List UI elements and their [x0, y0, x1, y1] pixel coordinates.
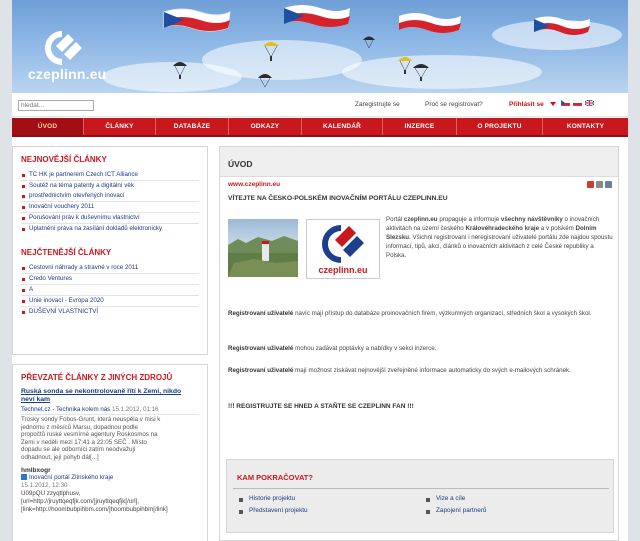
- newest-list: [13, 170, 207, 234]
- list-item[interactable]: DUŠEVNÍ VLASTNICTVÍ: [21, 307, 199, 317]
- bullet-icon: [239, 510, 243, 514]
- print-icon[interactable]: [596, 181, 603, 188]
- register-link[interactable]: Zaregistrujte se: [355, 101, 400, 108]
- chevron-down-icon[interactable]: [550, 102, 556, 106]
- body-line: [url=http://jruyttqeqfjk.com/]jruyttqeqfjk[/url],: [21, 497, 140, 505]
- list-item[interactable]: prostřednictvím otevřených inovací: [21, 191, 199, 202]
- nav-item-databaze[interactable]: DATABÁZE: [156, 118, 229, 135]
- welcome-subtitle: VÍTEJTE NA ČESKO-POLSKÉM INOVAČNÍM PORTÁLU CZEPLINN.EU: [228, 195, 448, 202]
- external-articles: [12, 364, 208, 541]
- globe-icon: [21, 474, 27, 480]
- body-line: propočtů ruské vesmírné agentury Roskosmos na: [21, 431, 158, 439]
- source-link[interactable]: Technet.cz - Technika kolem nás: [21, 406, 111, 413]
- most-read-list: [13, 263, 207, 317]
- article-source: [21, 406, 199, 414]
- newest-title: NEJNOVĚJŠÍ ČLÁNKY: [21, 155, 107, 164]
- flag-decoration: [162, 6, 232, 34]
- most-read-title: NEJČTENĚJŠÍ ČLÁNKY: [21, 248, 112, 257]
- continue-box: [226, 459, 614, 533]
- article-date: 15.1.2012, 12:30: [21, 481, 68, 489]
- parachute-icon: [397, 55, 413, 75]
- bullet-icon: [239, 498, 243, 502]
- intro-text: Portál czeplinn.eu propaguje a informuje všechny návštěvníky o inovačních aktivitách na území českého Královéhradeckého kraje a v polském Dolním Slezsku. Všichni registrovaní i neregistrovaní uživatelé portálu zde najdou spoustu informací, tipů, akcí, článků o inovačních aktivitách z celé České republiky a Polska.: [386, 216, 613, 259]
- article-title[interactable]: Ruská sonda se nekontrolovaně řítí k Zemi, nikdo: [21, 388, 182, 395]
- list-item[interactable]: Porušování práv k duševnímu vlastnictví: [21, 213, 199, 224]
- flag-en-icon[interactable]: [585, 100, 594, 106]
- main-header: [220, 147, 618, 177]
- nav-item-uvod[interactable]: ÚVOD: [12, 118, 84, 135]
- page-title: ÚVOD: [228, 159, 253, 169]
- flag-decoration: [397, 10, 463, 36]
- body-line: Trosky sondy Fobos-Grunt, která neuspěla v misi k: [21, 416, 161, 423]
- body-line: U09pQU zzyqtlphusv,: [21, 489, 81, 497]
- main-nav: [12, 118, 628, 137]
- paragraph: Registrovaní uživatelé navíc mají přístup do databáze proinovačních firem, výzkumných organizací, středních škol a vysokých škol.: [228, 310, 592, 317]
- czeplinn-logo-image: [306, 219, 380, 279]
- body-line: [link=http://hoombubpihbm.com/]hoombubpihbm[/link]: [21, 505, 168, 513]
- body-line: odhadnout, její pohyb dál[...]: [21, 453, 99, 461]
- flag-pl-icon[interactable]: [573, 100, 582, 106]
- flag-decoration: [282, 2, 352, 30]
- link-history[interactable]: Historie projektu: [249, 495, 296, 502]
- logo-text[interactable]: czeplinn.eu: [28, 66, 107, 82]
- nav-item-clanky[interactable]: ČLÁNKY: [84, 118, 156, 135]
- login-link[interactable]: Přihlásit se: [509, 101, 544, 108]
- divider: [233, 488, 609, 489]
- external-title: PŘEVZATÉ ČLÁNKY Z JINÝCH ZDROJŮ: [21, 373, 173, 382]
- page: [12, 0, 628, 541]
- link-presentation[interactable]: Představení projektu: [249, 507, 308, 514]
- pdf-icon[interactable]: [587, 181, 594, 188]
- register-cta: !!! REGISTRUJTE SE HNED A STAŇTE SE CZEPLINN FAN !!!: [228, 403, 414, 410]
- parachute-icon: [262, 40, 280, 62]
- search-input[interactable]: [18, 100, 94, 111]
- body-line: dopadu se ale odborníci zatím neodvažují: [21, 446, 136, 454]
- article-body: [21, 414, 199, 462]
- logo-caption: czeplinn.eu: [318, 265, 368, 275]
- list-item[interactable]: Uplatnění práva na zasílání dokladů elektronicky: [21, 224, 199, 234]
- article-title[interactable]: neví kam: [21, 396, 51, 403]
- parachute-icon: [172, 60, 188, 80]
- nav-item-odkazy[interactable]: ODKAZY: [229, 118, 302, 135]
- landscape-photo: [228, 219, 298, 277]
- why-register-link[interactable]: Proč se registrovat?: [425, 101, 483, 108]
- bullet-icon: [426, 498, 430, 502]
- body-line: Zemi v neděli mezi 17:41 a 22:05 SEČ . Místo: [21, 438, 147, 446]
- paragraph: Registrovaní uživatelé mohou zadávat poptávky a nabídky v sekci inzerce.: [228, 345, 437, 352]
- external-article: [13, 388, 207, 514]
- nav-item-inzerce[interactable]: INZERCE: [383, 118, 457, 135]
- link-partners[interactable]: Zapojení partnerů: [436, 507, 487, 514]
- list-item[interactable]: Cestovní náhrady a stravné v roce 2011: [21, 263, 199, 274]
- paragraph: Registrovaní uživatelé mají možnost získávat nejnovější zveřejněné informace automaticky do svých e-mailových schránek.: [228, 367, 571, 374]
- list-item[interactable]: Inovační vouchery 2011: [21, 202, 199, 213]
- list-item[interactable]: Unie inovací - Evropa 2020: [21, 296, 199, 307]
- author-name: hmlbxogr: [21, 466, 51, 474]
- sidebar-articles: [12, 146, 208, 355]
- body-line: jednomu z měsíců Marsu, dopadnou podle: [21, 423, 138, 431]
- parachute-icon: [412, 62, 430, 82]
- list-item[interactable]: Credo Ventures: [21, 274, 199, 285]
- header-banner: [12, 0, 628, 93]
- list-item[interactable]: Soutěž na téma patenty a digitální věk: [21, 181, 199, 191]
- site-url[interactable]: www.czeplinn.eu: [228, 181, 281, 188]
- main-content: [219, 146, 619, 541]
- continue-title: KAM POKRAČOVAT?: [237, 473, 313, 482]
- nav-item-o-projektu[interactable]: O PROJEKTU: [457, 118, 543, 135]
- article-date: 15.1.2012, 01:16: [112, 406, 159, 413]
- parachute-icon: [257, 72, 273, 90]
- nav-item-kalendar[interactable]: KALENDÁŘ: [302, 118, 383, 135]
- parachute-icon: [362, 34, 376, 52]
- email-icon[interactable]: [605, 181, 612, 188]
- nav-item-kontakty[interactable]: KONTAKTY: [566, 123, 605, 130]
- list-item[interactable]: TC HK je partnerem Czech ICT Alliance: [21, 170, 199, 181]
- flag-decoration: [532, 14, 592, 38]
- external-article-2[interactable]: Inovační portál Zlínského kraje: [21, 474, 199, 482]
- list-item[interactable]: A: [21, 285, 199, 296]
- link-vision[interactable]: Vize a cíle: [436, 495, 466, 502]
- toolbar: [587, 181, 612, 188]
- bullet-icon: [426, 510, 430, 514]
- flag-cz-icon[interactable]: [561, 100, 570, 106]
